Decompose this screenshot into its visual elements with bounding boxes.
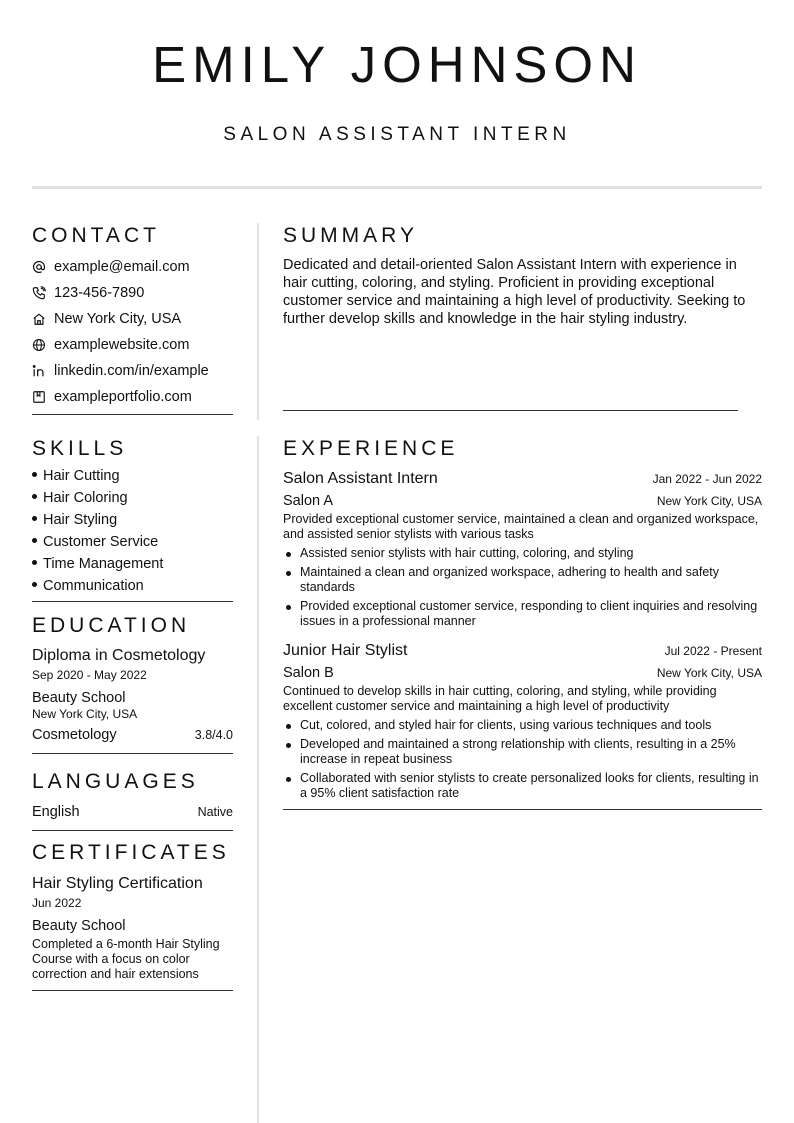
- job-description: Continued to develop skills in hair cutting, coloring, and styling, while providing excellent customer service and maintaining a high level of productivity: [283, 684, 717, 713]
- column-divider-bottom: [257, 436, 259, 1123]
- skill-item: Time Management: [32, 553, 233, 575]
- contact-linkedin-text: linkedin.com/in/example: [54, 363, 209, 379]
- languages-divider: [32, 830, 233, 831]
- language-name: English: [32, 804, 80, 820]
- job-description: Provided exceptional customer service, maintained a clean and organized workspace, and assisted senior stylists with various tasks: [283, 512, 759, 541]
- job-bullet: Developed and maintained a strong relationship with clients, resulting in a 25% increase in repeat business: [283, 737, 762, 767]
- skill-item: Hair Styling: [32, 509, 233, 531]
- experience-item: [283, 641, 762, 801]
- skills-section: [32, 437, 233, 602]
- education-field: Cosmetology: [32, 727, 117, 743]
- job-company: Salon A: [283, 493, 333, 509]
- language-item: [32, 804, 233, 820]
- header-divider: [32, 186, 762, 189]
- job-bullet: Collaborated with senior stylists to create personalized looks for clients, resulting in a 95% client satisfaction rate: [283, 771, 762, 801]
- candidate-title: SALON ASSISTANT INTERN: [223, 124, 571, 145]
- job-bullet: Assisted senior stylists with hair cutting, coloring, and styling: [283, 546, 762, 561]
- resume-header: [0, 0, 794, 146]
- job-location: New York City, USA: [656, 666, 762, 680]
- skills-divider: [32, 601, 233, 602]
- language-level: Native: [197, 805, 233, 819]
- education-section: [32, 614, 233, 754]
- job-title: Salon Assistant Intern: [283, 470, 438, 487]
- certificate-issuer: Beauty School: [32, 918, 126, 934]
- certificate-name: Hair Styling Certification: [32, 875, 203, 892]
- contact-portfolio-text: exampleportfolio.com: [54, 389, 192, 405]
- job-bullet: Provided exceptional customer service, responding to client inquiries and resolving issues in a professional manner: [283, 599, 762, 629]
- phone-icon: [32, 286, 46, 300]
- job-company: Salon B: [283, 665, 334, 681]
- job-title: Junior Hair Stylist: [283, 642, 408, 659]
- education-degree: Diploma in Cosmetology: [32, 647, 206, 664]
- education-heading: EDUCATION: [32, 614, 191, 637]
- education-divider: [32, 753, 233, 754]
- contact-linkedin[interactable]: [32, 358, 233, 384]
- experience-divider: [283, 809, 762, 810]
- at-icon: [32, 260, 46, 274]
- home-icon: [32, 312, 46, 326]
- contact-section: [32, 224, 233, 415]
- summary-heading: SUMMARY: [283, 224, 418, 247]
- experience-section: [283, 437, 762, 810]
- skill-item: Communication: [32, 575, 233, 597]
- contact-location-text: New York City, USA: [54, 311, 182, 327]
- candidate-name: EMILY JOHNSON: [152, 36, 642, 93]
- summary-divider: [283, 410, 738, 411]
- linkedin-icon: [32, 364, 46, 378]
- column-divider-top: [257, 223, 259, 420]
- languages-heading: LANGUAGES: [32, 770, 199, 793]
- contact-location: [32, 306, 233, 332]
- job-bullet: Cut, colored, and styled hair for clients, using various techniques and tools: [283, 718, 762, 733]
- skills-heading: SKILLS: [32, 437, 128, 460]
- contact-email-text: example@email.com: [54, 259, 190, 275]
- job-bullet: Maintained a clean and organized workspace, adhering to health and safety standards: [283, 565, 762, 595]
- experience-item: [283, 469, 762, 629]
- certificates-divider: [32, 990, 233, 991]
- education-dates: Sep 2020 - May 2022: [32, 668, 147, 682]
- experience-heading: EXPERIENCE: [283, 437, 459, 460]
- contact-heading: CONTACT: [32, 224, 160, 247]
- skill-item: Customer Service: [32, 531, 233, 553]
- skill-item: Hair Cutting: [32, 465, 233, 487]
- contact-phone-text: 123-456-7890: [54, 285, 145, 301]
- education-gpa: 3.8/4.0: [194, 728, 233, 742]
- summary-section: [283, 224, 762, 328]
- skill-item: Hair Coloring: [32, 487, 233, 509]
- portfolio-icon: [32, 390, 46, 404]
- certificate-description: Completed a 6-month Hair Styling Course with a focus on color correction and hair extensions: [32, 937, 220, 981]
- certificate-date: Jun 2022: [32, 896, 82, 910]
- contact-email[interactable]: [32, 254, 233, 280]
- summary-text: Dedicated and detail-oriented Salon Assistant Intern with experience in hair cutting, coloring, and styling. Proficient in providing exceptional customer service and maintaining a high level of productivity. Seeking to further develop skills and knowledge in the hair styling industry.: [283, 257, 746, 327]
- certificates-heading: CERTIFICATES: [32, 841, 230, 864]
- job-dates: Jul 2022 - Present: [664, 644, 762, 658]
- job-location: New York City, USA: [656, 494, 762, 508]
- education-school: Beauty School: [32, 690, 126, 706]
- contact-phone[interactable]: [32, 280, 233, 306]
- job-dates: Jan 2022 - Jun 2022: [652, 472, 762, 486]
- languages-section: [32, 770, 233, 831]
- contact-portfolio[interactable]: [32, 384, 233, 410]
- contact-website-text: examplewebsite.com: [54, 337, 190, 353]
- education-location: New York City, USA: [32, 707, 138, 721]
- globe-icon: [32, 338, 46, 352]
- contact-website[interactable]: [32, 332, 233, 358]
- contact-divider: [32, 414, 233, 415]
- certificates-section: [32, 841, 233, 991]
